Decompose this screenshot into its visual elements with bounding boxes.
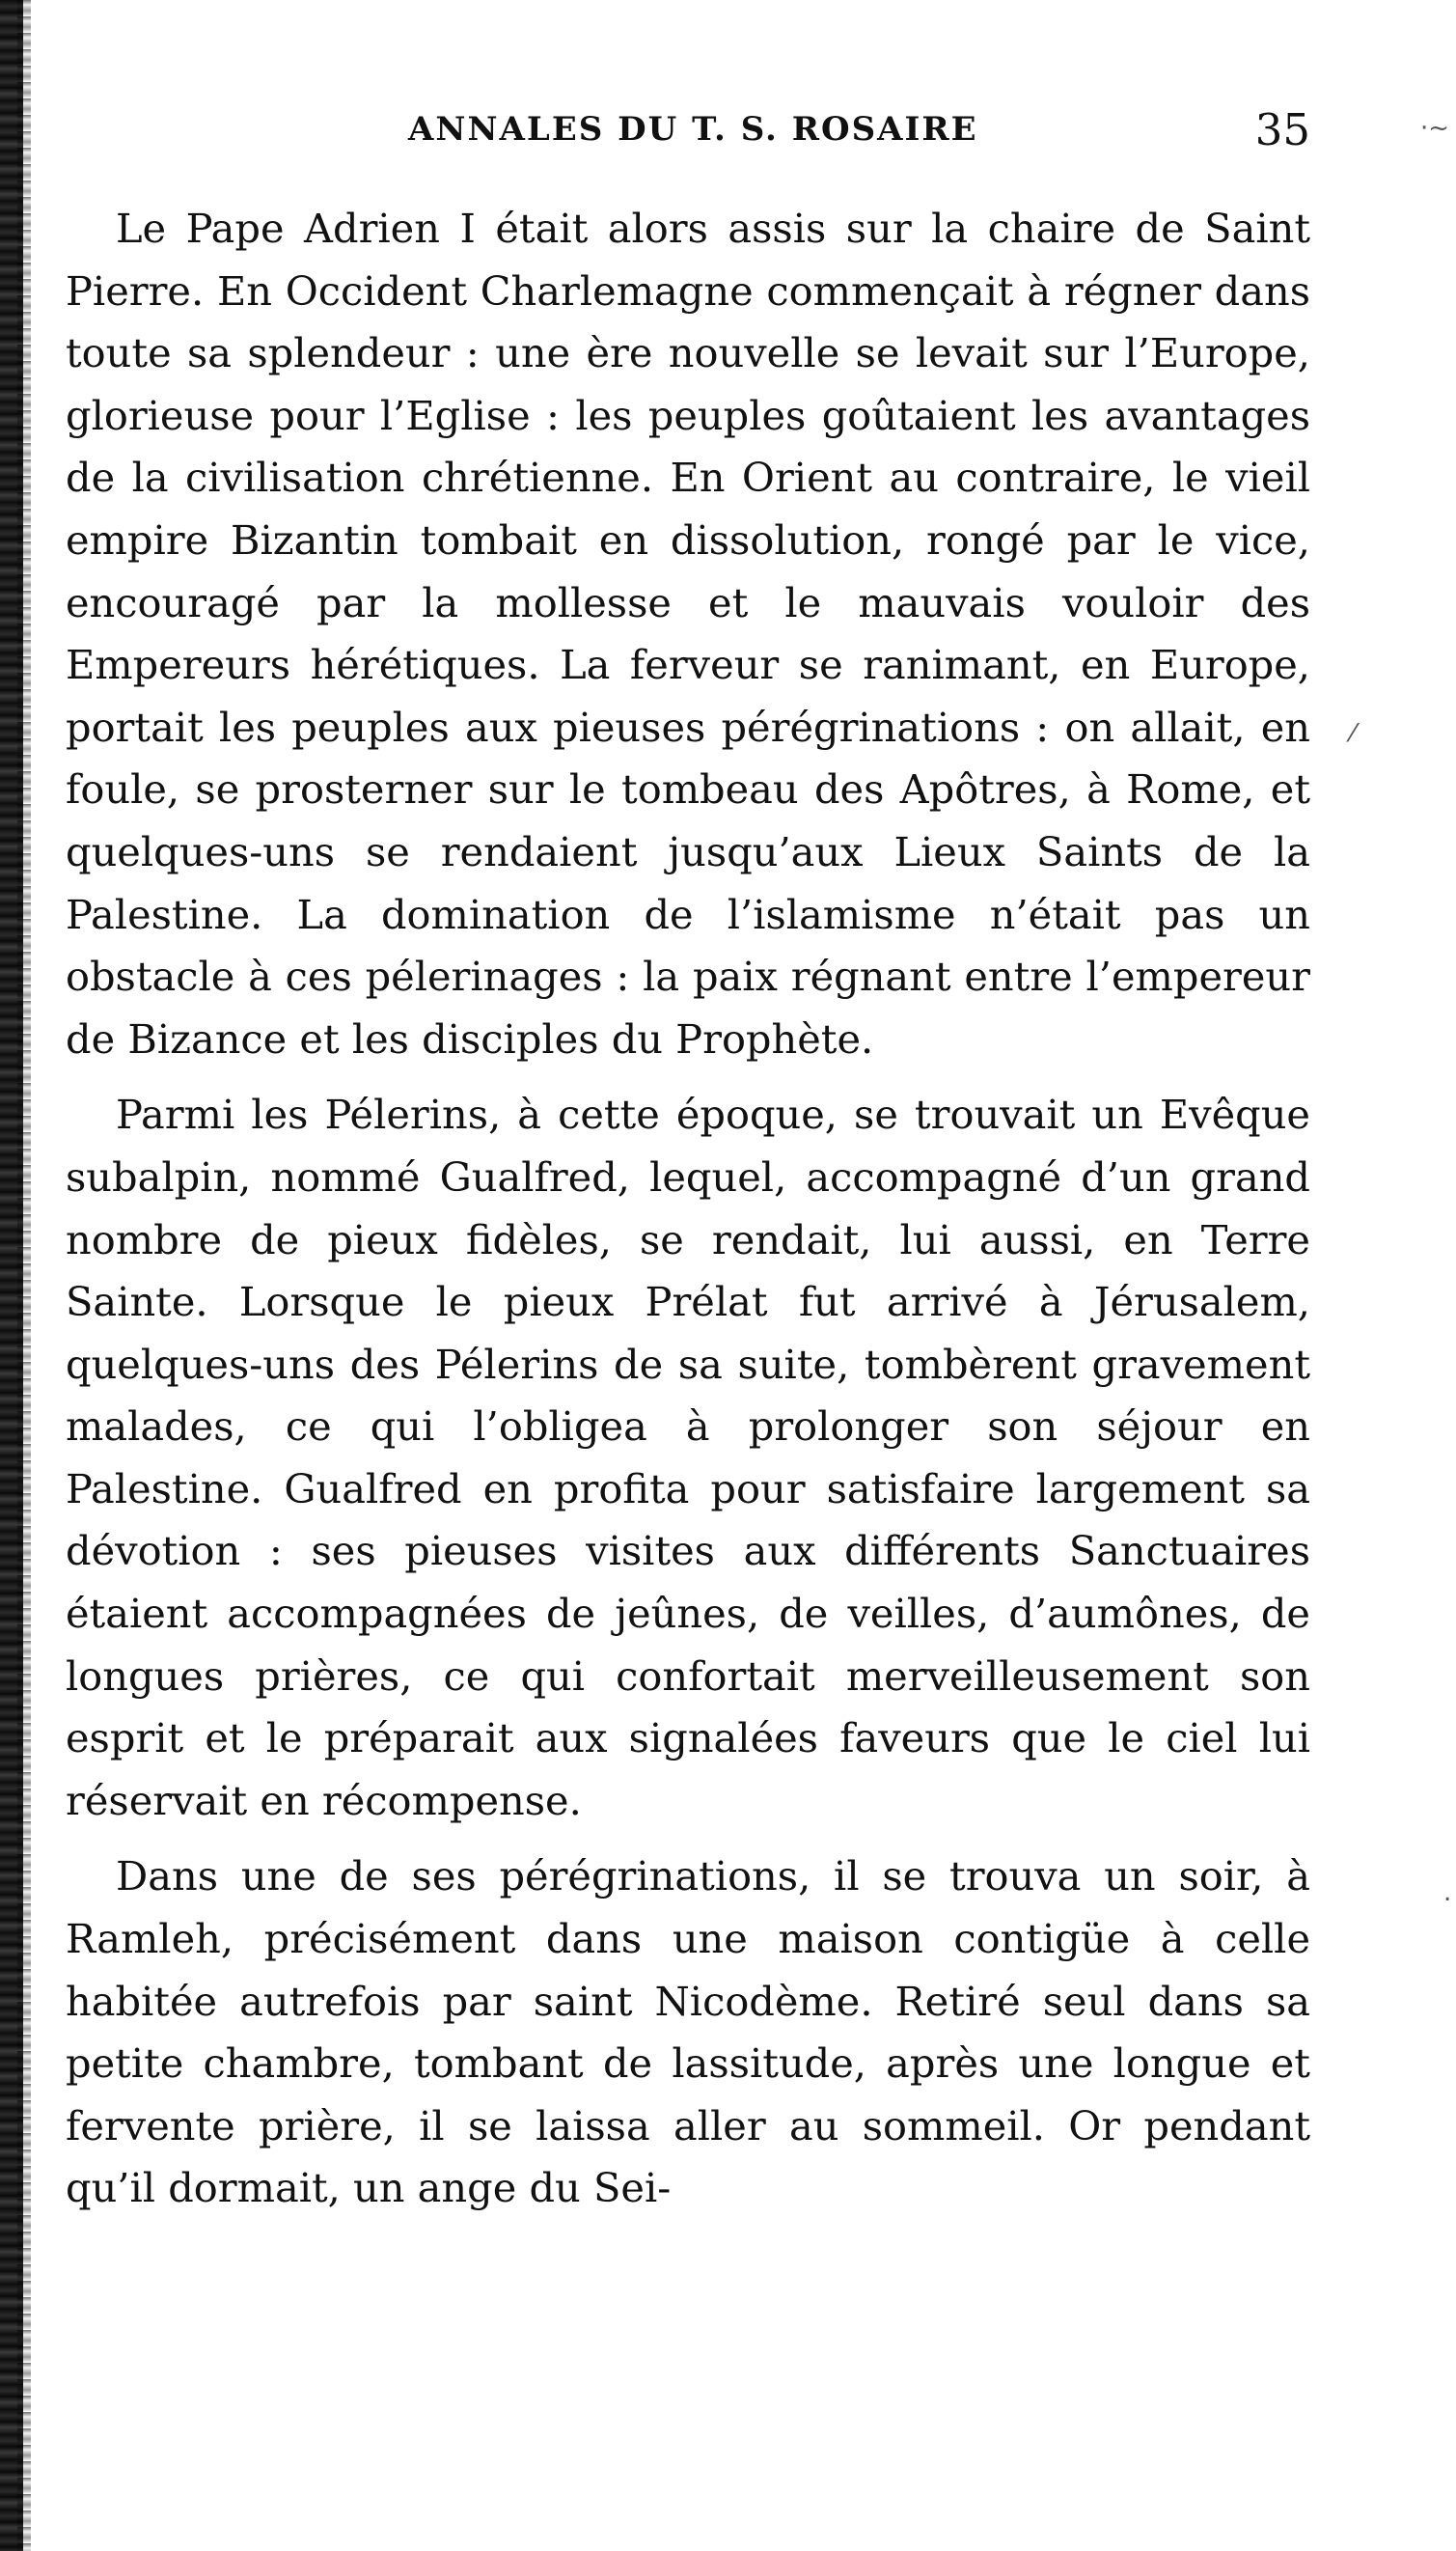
paragraph-2: Parmi les Pélerins, à cette époque, se trouvait un Evêque subalpin, nommé Gualfred, lequel, accompagné d’un grand nombre de pieux fidèles, se rendait, lui aussi, en Terre Sainte. Lorsque le pieux Prélat fut arrivé à Jérusalem, quelques-uns des Pélerins de sa suite, tombèrent gravement malades, ce qui l’obligea à prolonger son séjour en Palestine. Gualfred en profita pour satisfaire largement sa dévotion : ses pieuses visites aux différents Sanctuaires étaient accompagnées de jeûnes, de veilles, d’aumônes, de longues prières, ce qui confortait merveilleusement son esprit et le préparait aux signalées faveurs que le ciel lui réservait en récompense. bbox=[66, 1091, 1310, 1824]
running-title: ANNALES DU T. S. ROSAIRE bbox=[408, 110, 978, 149]
page-number: 35 bbox=[1254, 104, 1310, 155]
margin-mark: . bbox=[1443, 1878, 1452, 1907]
running-head bbox=[66, 104, 1310, 162]
paragraph-1: Le Pape Adrien I était alors assis sur la chaire de Saint Pierre. En Occident Charlemagne commençait à régner dans toute sa splendeur : une ère nouvelle se levait sur l’Europe, glorieuse pour l’Eglise : les peuples goûtaient les avantages de la civilisation chrétienne. En Orient au contraire, le vieil empire Bizantin tombait en dissolution, rongé par le vice, encouragé par la mollesse et le mauvais vouloir des Empereurs hérétiques. La ferveur se ranimant, en Europe, portait les peuples aux pieuses pérégrinations : on allait, en foule, se prosterner sur le tombeau des Apôtres, à Rome, et quelques-uns se rendaient jusqu’aux Lieux Saints de la Palestine. La domination de l’islamisme n’était pas un obstacle à ces pélerinages : la paix régnant entre l’empereur de Bizance et les disciples du Prophète. bbox=[66, 205, 1310, 1063]
body-text bbox=[66, 198, 1310, 2233]
paragraph-3: Dans une de ses pérégrinations, il se trouva un soir, à Ramleh, précisément dans une maison contigüe à celle habitée autrefois par saint Nicodème. Retiré seul dans sa petite chambre, tombant de lassitude, après une longue et fervente prière, il se laissa aller au sommeil. Or pendant qu’il dormait, un ange du Sei- bbox=[66, 1852, 1310, 2212]
page-binding-edge bbox=[0, 0, 23, 2551]
margin-mark: ⁄ bbox=[1351, 719, 1356, 748]
margin-mark: ·~ bbox=[1420, 114, 1450, 143]
